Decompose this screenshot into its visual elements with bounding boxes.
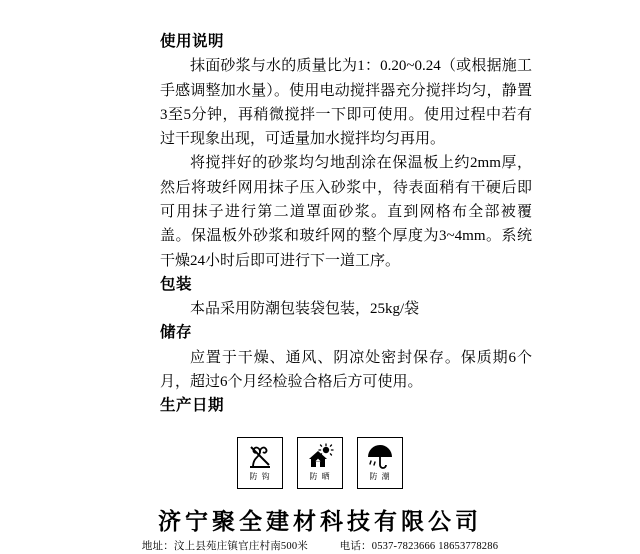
no-sun-icon: [305, 441, 335, 473]
document-body: [160, 30, 532, 419]
no-hook-icon: [247, 441, 273, 473]
section-production-date: [160, 394, 532, 417]
symbol-keep-dry: [357, 437, 403, 489]
packaging-paragraph-1: 本品采用防潮包装袋包装，25kg/袋: [190, 301, 420, 318]
symbol-no-hook: [237, 437, 283, 489]
section-heading-storage: 储存: [160, 324, 193, 342]
symbol-caption-keep-dry: 防 潮: [369, 472, 391, 481]
symbol-caption-no-sun: 防 晒: [309, 472, 331, 481]
umbrella-icon: [366, 441, 394, 473]
section-storage: [160, 321, 532, 394]
storage-paragraph-1: 应置于干燥、通风、阴凉处密封保存。保质期6个月，超过6个月经检验合格后方可使用。: [160, 349, 532, 391]
usage-paragraph-2: 将搅拌好的砂浆均匀地刮涂在保温板上约2mm厚，然后将玻纤网用抹子压入砂浆中，待表面稍有干硬后即可用抹子进行第二道罩面砂浆。直到网格布全部被覆盖。保温板外砂浆和玻纤网的整个厚度为3~4mm。系统干燥24小时后即可进行下一道工序。: [160, 155, 532, 269]
symbol-no-sun: [297, 437, 343, 489]
section-heading-packaging: 包装: [160, 275, 193, 293]
section-packaging: [160, 273, 532, 322]
usage-paragraph-1: 抹面砂浆与水的质量比为1：0.20~0.24（或根据施工手感调整加水量）。使用电动搅拌器充分搅拌均匀，静置3至5分钟，再稍微搅拌一下即可使用。使用过程中若有过干现象出现，可适量加水搅拌均匀再用。: [160, 58, 532, 148]
footer-contact: [0, 538, 640, 553]
warning-symbols-row: [0, 437, 640, 489]
footer-address: 地址：汶上县苑庄镇官庄村南500米: [141, 541, 308, 552]
company-name: 济宁聚全建材科技有限公司: [158, 509, 482, 534]
section-usage: [160, 30, 532, 273]
section-heading-production-date: 生产日期: [160, 397, 225, 415]
section-heading-usage: 使用说明: [160, 33, 225, 50]
symbol-caption-no-hook: 防 钩: [249, 472, 271, 481]
footer-phone: 电话：0537-7823666 18653778286: [339, 541, 499, 552]
